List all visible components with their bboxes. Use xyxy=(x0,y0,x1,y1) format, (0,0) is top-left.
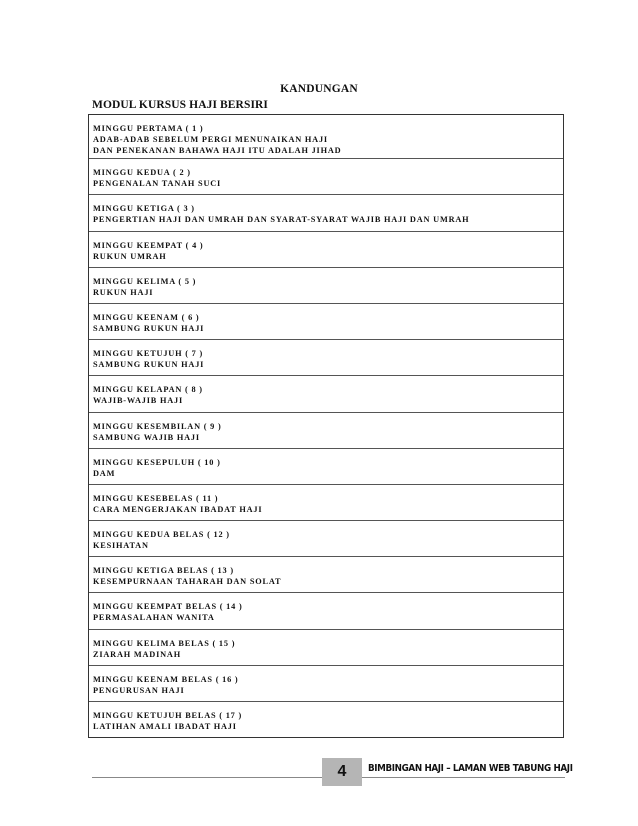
week-label: MINGGU KELAPAN ( 8 ) xyxy=(93,385,203,395)
footer-rule-left xyxy=(92,777,322,778)
topic-label: SAMBUNG RUKUN HAJI xyxy=(93,324,205,333)
topic-label: SAMBUNG RUKUN HAJI xyxy=(93,360,205,370)
week-label: MINGGU KETUJUH BELAS ( 17 ) xyxy=(93,710,243,720)
table-row xyxy=(89,340,563,376)
week-label: MINGGU KESEBELAS ( 11 ) xyxy=(93,493,219,503)
topic-label: ADAB-ADAB SEBELUM PERGI MENUNAIKAN HAJI xyxy=(93,135,328,144)
table-row xyxy=(89,413,563,449)
topic-label: RUKUN UMRAH xyxy=(93,251,167,261)
topic-label: PENGURUSAN HAJI xyxy=(93,685,185,695)
section-title: MODUL KURSUS HAJI BERSIRI xyxy=(92,99,268,111)
table-row xyxy=(89,630,563,666)
week-label: MINGGU KELIMA ( 5 ) xyxy=(93,276,197,286)
table-row xyxy=(89,666,563,702)
table-row xyxy=(89,702,563,737)
week-label: MINGGU KETIGA ( 3 ) xyxy=(93,204,195,214)
week-label: MINGGU KEENAM ( 6 ) xyxy=(93,313,200,322)
topic-label: RUKUN HAJI xyxy=(93,287,154,297)
topic-label: ZIARAH MADINAH xyxy=(93,649,181,659)
contents-table xyxy=(88,114,564,738)
table-row xyxy=(89,268,563,304)
table-row xyxy=(89,485,563,521)
week-label: MINGGU KEEMPAT BELAS ( 14 ) xyxy=(93,602,243,612)
page-title: KANDUNGAN xyxy=(280,83,358,95)
table-row xyxy=(89,593,563,629)
week-label: MINGGU KEDUA BELAS ( 12 ) xyxy=(93,530,230,540)
table-row xyxy=(89,449,563,485)
week-label: MINGGU PERTAMA ( 1 ) xyxy=(93,124,204,133)
footer-text: BIMBINGAN HAJI – LAMAN WEB TABUNG HAJI xyxy=(368,763,573,774)
topic-label: KESEMPURNAAN TAHARAH DAN SOLAT xyxy=(93,577,282,587)
week-label: MINGGU KESEMBILAN ( 9 ) xyxy=(93,421,222,431)
topic-label: DAM xyxy=(93,468,116,478)
week-label: MINGGU KETIGA BELAS ( 13 ) xyxy=(93,566,234,576)
table-row xyxy=(89,521,563,557)
table-row xyxy=(89,115,563,159)
table-row xyxy=(89,304,563,340)
topic-label: CARA MENGERJAKAN IBADAT HAJI xyxy=(93,504,263,514)
week-label: MINGGU KELIMA BELAS ( 15 ) xyxy=(93,638,236,648)
table-row xyxy=(89,195,563,231)
topic-label: PENGENALAN TANAH SUCI xyxy=(93,179,222,189)
topic-label: WAJIB-WAJIB HAJI xyxy=(93,396,184,406)
page-number: 4 xyxy=(322,758,362,786)
topic-label: KESIHATAN xyxy=(93,541,149,551)
table-row xyxy=(89,159,563,195)
topic-label: SAMBUNG WAJIB HAJI xyxy=(93,432,200,442)
week-label: MINGGU KEENAM BELAS ( 16 ) xyxy=(93,674,239,684)
table-row xyxy=(89,376,563,412)
topic-label: DAN PENEKANAN BAHAWA HAJI ITU ADALAH JIHAD xyxy=(93,146,342,155)
week-label: MINGGU KEDUA ( 2 ) xyxy=(93,168,191,178)
topic-label: PERMASALAHAN WANITA xyxy=(93,613,215,623)
topic-label: LATIHAN AMALI IBADAT HAJI xyxy=(93,721,237,731)
table-row xyxy=(89,232,563,268)
table-row xyxy=(89,557,563,593)
week-label: MINGGU KESEPULUH ( 10 ) xyxy=(93,457,221,467)
footer-rule-right xyxy=(362,777,565,778)
week-label: MINGGU KEEMPAT ( 4 ) xyxy=(93,240,204,250)
topic-label: PENGERTIAN HAJI DAN UMRAH DAN SYARAT-SYARAT WAJIB HAJI DAN UMRAH xyxy=(93,215,470,225)
week-label: MINGGU KETUJUH ( 7 ) xyxy=(93,349,204,359)
